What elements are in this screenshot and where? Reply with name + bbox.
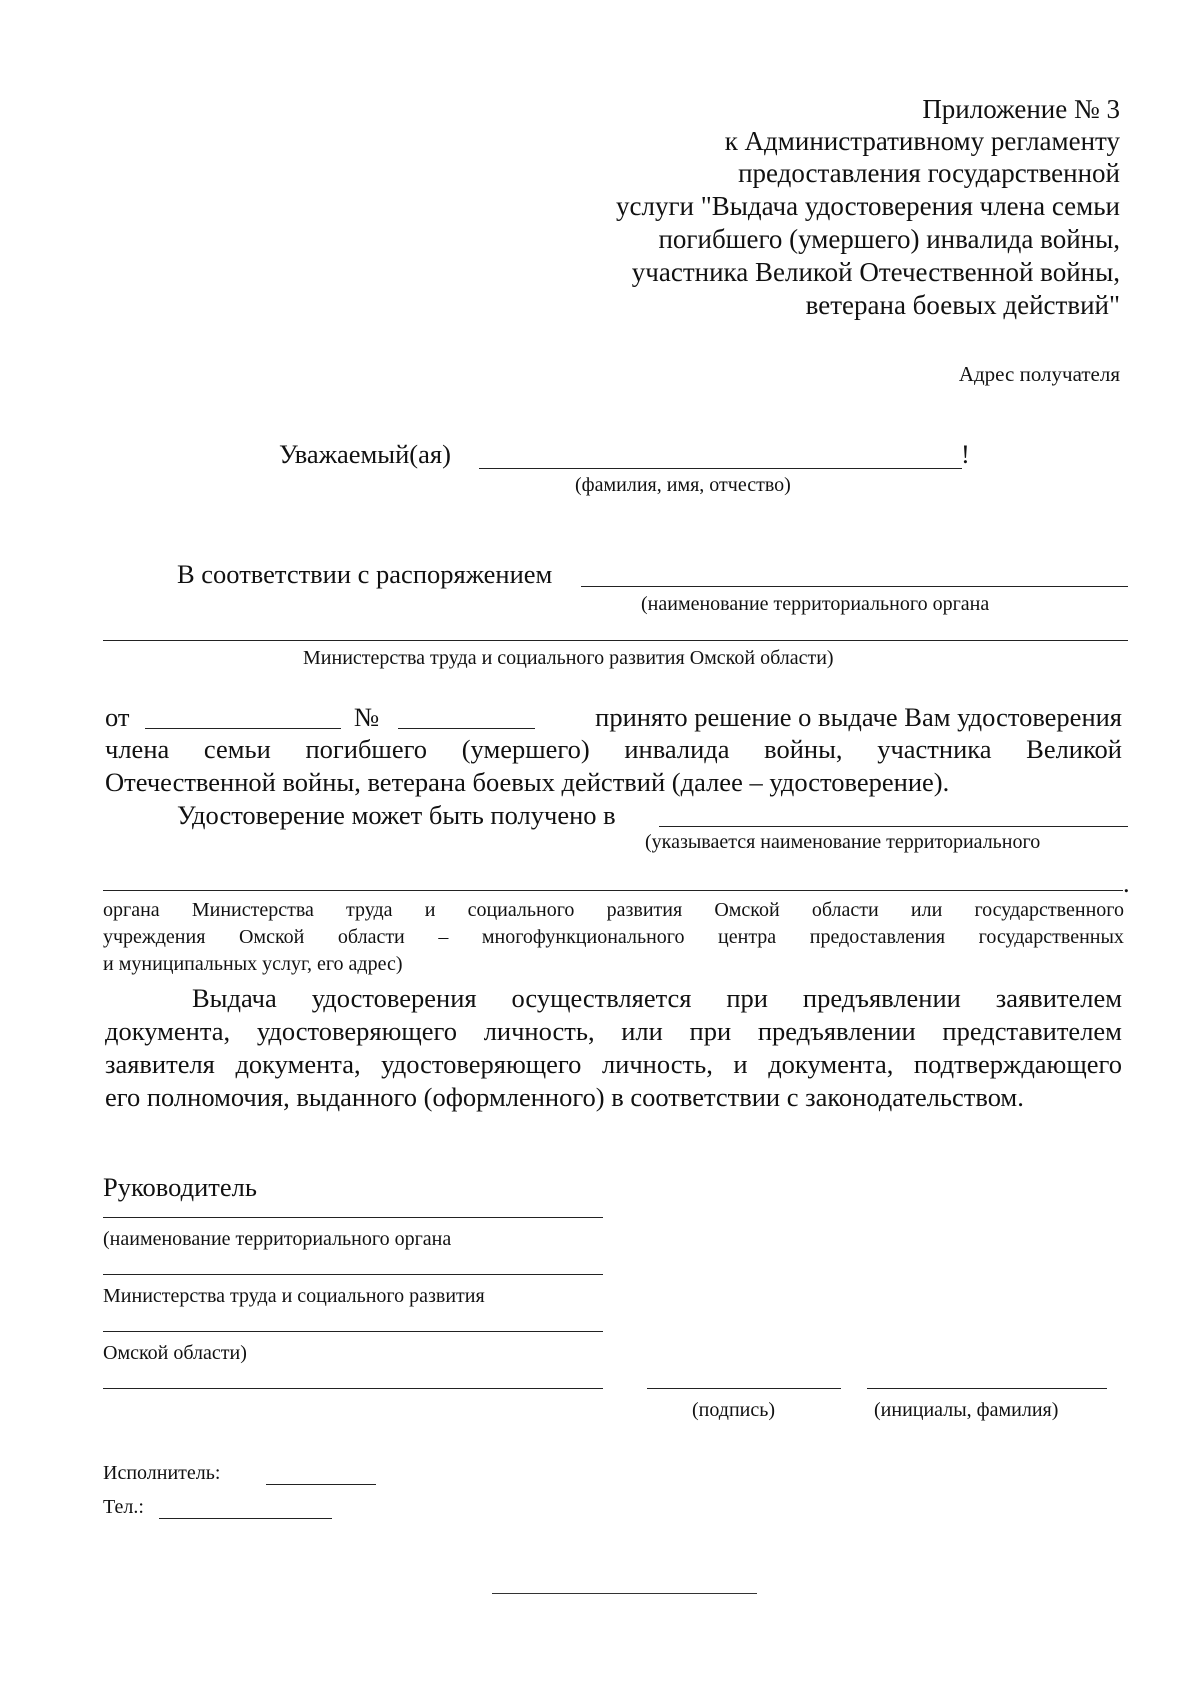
word: Выдача xyxy=(192,983,277,1013)
word: органа xyxy=(103,899,160,921)
authority-name-line-2 xyxy=(103,1274,603,1275)
pickup-period: . xyxy=(1123,868,1130,898)
word: и xyxy=(424,899,436,921)
word: социального xyxy=(467,899,575,921)
decision-intro: В соответствии с распоряжением xyxy=(177,559,553,589)
pickup-caption-line-3: и муниципальных услуг, его адрес) xyxy=(103,953,403,975)
word: войны, xyxy=(764,734,843,764)
authority-caption-2: Министерства труда и социального развития xyxy=(103,1285,485,1307)
initials-caption: (инициалы, фамилия) xyxy=(874,1399,1059,1421)
initials-line xyxy=(867,1388,1107,1389)
word: Омской xyxy=(714,899,780,921)
word: или xyxy=(910,899,943,921)
authority-name-line-1 xyxy=(103,1217,603,1218)
appendix-header-line: ветерана боевых действий" xyxy=(805,290,1120,320)
word: государственного xyxy=(974,899,1124,921)
signature-line xyxy=(647,1388,841,1389)
closing-separator xyxy=(492,1593,757,1594)
word: удостоверения xyxy=(311,983,477,1013)
word: подтверждающего xyxy=(913,1049,1122,1079)
authority-caption-3: Омской области) xyxy=(103,1342,247,1364)
authority-caption-1: (наименование территориального органа xyxy=(103,1228,452,1250)
word: личность, xyxy=(483,1016,595,1046)
word: предъявлении xyxy=(757,1016,916,1046)
pickup-caption-line-1 xyxy=(103,900,1124,920)
executor-line xyxy=(266,1484,376,1485)
appendix-header-line: предоставления государственной xyxy=(738,158,1120,188)
authority-name-line-3 xyxy=(103,1331,603,1332)
order-authority-line xyxy=(581,586,1128,587)
word: предоставления xyxy=(809,926,946,948)
pickup-prefix: Удостоверение может быть получено в xyxy=(177,800,616,830)
word: заявителем xyxy=(995,983,1122,1013)
word: заявителя xyxy=(105,1049,215,1079)
word: осуществляется xyxy=(511,983,692,1013)
word: представителем xyxy=(942,1016,1122,1046)
issuance-line-2 xyxy=(105,1018,1122,1045)
phone-label: Тел.: xyxy=(103,1496,144,1518)
word: и xyxy=(733,1049,748,1079)
issuance-line-3 xyxy=(105,1051,1122,1078)
order-authority-line-2 xyxy=(103,640,1128,641)
date-prefix: от xyxy=(105,702,130,732)
decision-text-line-3: Отечественной войны, ветерана боевых действий (далее – удостоверение). xyxy=(105,767,950,797)
issuance-line-1 xyxy=(192,985,1122,1012)
appendix-header-line: услуги "Выдача удостоверения члена семьи xyxy=(616,191,1120,221)
phone-line xyxy=(159,1518,332,1519)
order-authority-caption-2: Министерства труда и социального развития Омской области) xyxy=(303,647,834,669)
decision-text-line-1: принято решение о выдаче Вам удостоверения xyxy=(595,702,1122,732)
word: при xyxy=(689,1016,732,1046)
head-title: Руководитель xyxy=(103,1172,257,1202)
number-sign: № xyxy=(354,702,380,732)
appendix-header-line: погибшего (умершего) инвалида войны, xyxy=(658,224,1120,254)
recipient-name-caption: (фамилия, имя, отчество) xyxy=(575,474,791,496)
recipient-address-label: Адрес получателя xyxy=(958,362,1120,386)
word: развития xyxy=(606,899,683,921)
pickup-place-caption: (указывается наименование территориального xyxy=(645,831,1041,853)
word: (умершего) xyxy=(461,734,590,764)
word: члена xyxy=(105,734,170,764)
word: или xyxy=(621,1016,663,1046)
word: Омской xyxy=(238,926,305,948)
word: труда xyxy=(346,899,393,921)
word: документа, xyxy=(105,1016,231,1046)
word: участника xyxy=(877,734,992,764)
word: учреждения xyxy=(103,926,206,948)
order-date-line xyxy=(145,728,341,729)
appendix-header-line: к Административному регламенту xyxy=(724,126,1120,156)
appendix-number: Приложение № 3 xyxy=(922,94,1120,124)
word: удостоверяющего xyxy=(256,1016,458,1046)
word: семьи xyxy=(203,734,271,764)
decision-text-line-2 xyxy=(105,736,1122,763)
word: предъявлении xyxy=(802,983,961,1013)
word: документа, xyxy=(768,1049,894,1079)
pickup-place-line xyxy=(659,826,1128,827)
recipient-name-line xyxy=(479,468,962,469)
issuance-line-4: его полномочия, выданного (оформленного) в соответствии с законодательством. xyxy=(105,1082,1024,1112)
appendix-header-line: участника Великой Отечественной войны, xyxy=(631,257,1120,287)
word: Великой xyxy=(1026,734,1122,764)
word: Министерства xyxy=(191,899,314,921)
greeting-prefix: Уважаемый(ая) xyxy=(279,439,451,469)
signature-caption: (подпись) xyxy=(692,1399,776,1421)
pickup-place-line-2 xyxy=(103,890,1123,891)
greeting-exclamation: ! xyxy=(961,439,970,469)
word: погибшего xyxy=(305,734,428,764)
order-number-line xyxy=(398,728,535,729)
word: центра xyxy=(718,926,777,948)
word: личность, xyxy=(601,1049,713,1079)
word: документа, xyxy=(235,1049,361,1079)
word: – xyxy=(438,926,449,948)
word: многофункционального xyxy=(481,926,685,948)
word: удостоверяющего xyxy=(381,1049,582,1079)
word: области xyxy=(811,899,879,921)
authority-name-line-4 xyxy=(103,1388,603,1389)
order-authority-caption: (наименование территориального органа xyxy=(641,593,990,615)
word: государственных xyxy=(978,926,1124,948)
word: инвалида xyxy=(624,734,730,764)
word: области xyxy=(337,926,405,948)
executor-label: Исполнитель: xyxy=(103,1462,221,1484)
word: при xyxy=(726,983,768,1013)
pickup-caption-line-2 xyxy=(103,927,1124,947)
